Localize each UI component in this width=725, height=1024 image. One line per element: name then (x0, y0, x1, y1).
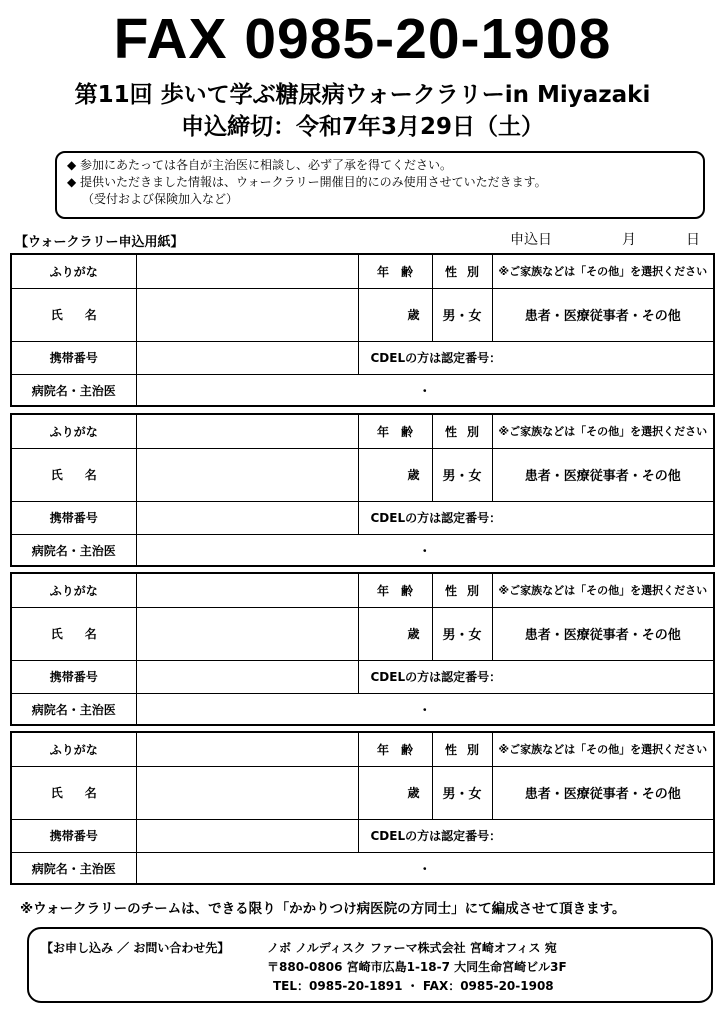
age-input[interactable] (358, 448, 432, 501)
furigana-input[interactable] (136, 733, 358, 766)
age-input[interactable] (358, 607, 432, 660)
age-input[interactable] (358, 766, 432, 819)
team-footnote: ※ウォークラリーのチームは、できる限り「かかりつけ病医院の方同士」にて編成させて頂きます。 (20, 901, 626, 917)
age-input[interactable] (358, 288, 432, 341)
age-header: 年齢 (358, 574, 432, 607)
phone-label: 携帯番号 (12, 660, 136, 693)
age-header: 年齢 (358, 255, 432, 288)
sex-options[interactable]: 男・女 (432, 448, 492, 501)
phone-label: 携帯番号 (12, 819, 136, 852)
name-input[interactable] (136, 288, 358, 341)
phone-label: 携帯番号 (12, 341, 136, 374)
hospital-label: 病院名・主治医 (12, 852, 136, 885)
age-unit: 歳 (407, 468, 420, 482)
age-header: 年齢 (358, 415, 432, 448)
family-note: ※ご家族などは「その他」を選択ください (492, 574, 713, 607)
cdel-number-field[interactable]: CDELの方は認定番号： (358, 501, 713, 534)
contact-address: 〒880-0806 宮崎市広島1-18-7 大同生命宮崎ビル3F (267, 960, 567, 974)
age-unit: 歳 (407, 308, 420, 322)
name-label: 氏名 (12, 766, 136, 819)
family-note: ※ご家族などは「その他」を選択ください (492, 255, 713, 288)
furigana-input[interactable] (136, 415, 358, 448)
hospital-doctor-field[interactable]: ・ (136, 374, 713, 407)
note-line-privacy: ◆ 提供いただきました情報は、ウォークラリー開催目的にのみ使用させていただきます。 (67, 175, 547, 189)
name-input[interactable] (136, 448, 358, 501)
sex-header: 性別 (432, 255, 492, 288)
name-input[interactable] (136, 607, 358, 660)
phone-label: 携帯番号 (12, 501, 136, 534)
category-options[interactable]: 患者・医療従事者・その他 (492, 448, 713, 501)
sex-header: 性別 (432, 574, 492, 607)
furigana-label: ふりがな (12, 733, 136, 766)
hospital-label: 病院名・主治医 (12, 374, 136, 407)
deadline: 申込締切：令和7年3月29日（土） (180, 114, 544, 140)
category-options[interactable]: 患者・医療従事者・その他 (492, 607, 713, 660)
hospital-label: 病院名・主治医 (12, 534, 136, 567)
apply-date-month: 月 (622, 232, 636, 248)
category-options[interactable]: 患者・医療従事者・その他 (492, 288, 713, 341)
furigana-label: ふりがな (12, 415, 136, 448)
form-label: 【ウォークラリー申込用紙】 (15, 235, 184, 250)
hospital-doctor-field[interactable]: ・ (136, 534, 713, 567)
phone-input[interactable] (136, 660, 358, 693)
cdel-number-field[interactable]: CDELの方は認定番号： (358, 660, 713, 693)
name-input[interactable] (136, 766, 358, 819)
age-unit: 歳 (407, 627, 420, 641)
category-options[interactable]: 患者・医療従事者・その他 (492, 766, 713, 819)
note-line-consult: ◆ 参加にあたっては各自が主治医に相談し、必ず了承を得てください。 (67, 158, 453, 172)
contact-company: ノボ ノルディスク ファーマ株式会社 宮崎オフィス 宛 (267, 941, 557, 955)
cdel-number-field[interactable]: CDELの方は認定番号： (358, 819, 713, 852)
entry-block-4 (10, 731, 715, 885)
contact-label: 【お申し込み ／ お問い合わせ先】 (41, 941, 230, 955)
sex-options[interactable]: 男・女 (432, 288, 492, 341)
age-unit: 歳 (407, 786, 420, 800)
hospital-doctor-field[interactable]: ・ (136, 693, 713, 726)
sex-options[interactable]: 男・女 (432, 607, 492, 660)
contact-tel-fax: TEL：0985-20-1891 ・ FAX：0985-20-1908 (273, 979, 554, 993)
furigana-label: ふりがな (12, 255, 136, 288)
entry-block-3 (10, 572, 715, 726)
furigana-input[interactable] (136, 255, 358, 288)
name-label: 氏名 (12, 448, 136, 501)
family-note: ※ご家族などは「その他」を選択ください (492, 733, 713, 766)
entry-block-2 (10, 413, 715, 567)
furigana-input[interactable] (136, 574, 358, 607)
name-label: 氏名 (12, 607, 136, 660)
notes-box (55, 151, 705, 219)
age-header: 年齢 (358, 733, 432, 766)
apply-date-day: 日 (686, 232, 700, 248)
hospital-label: 病院名・主治医 (12, 693, 136, 726)
name-label: 氏名 (12, 288, 136, 341)
furigana-label: ふりがな (12, 574, 136, 607)
entry-block-1 (10, 253, 715, 407)
hospital-doctor-field[interactable]: ・ (136, 852, 713, 885)
contact-box (27, 927, 713, 1003)
fax-number-heading: FAX 0985-20-1908 (113, 7, 612, 71)
note-line-privacy-detail: （受付および保険加入など） (82, 192, 239, 206)
apply-date-label: 申込日 (510, 232, 552, 248)
phone-input[interactable] (136, 501, 358, 534)
sex-header: 性別 (432, 733, 492, 766)
phone-input[interactable] (136, 341, 358, 374)
family-note: ※ご家族などは「その他」を選択ください (492, 415, 713, 448)
sex-options[interactable]: 男・女 (432, 766, 492, 819)
phone-input[interactable] (136, 819, 358, 852)
cdel-number-field[interactable]: CDELの方は認定番号： (358, 341, 713, 374)
sex-header: 性別 (432, 415, 492, 448)
event-title: 第11回 歩いて学ぶ糖尿病ウォークラリーin Miyazaki (74, 82, 651, 108)
